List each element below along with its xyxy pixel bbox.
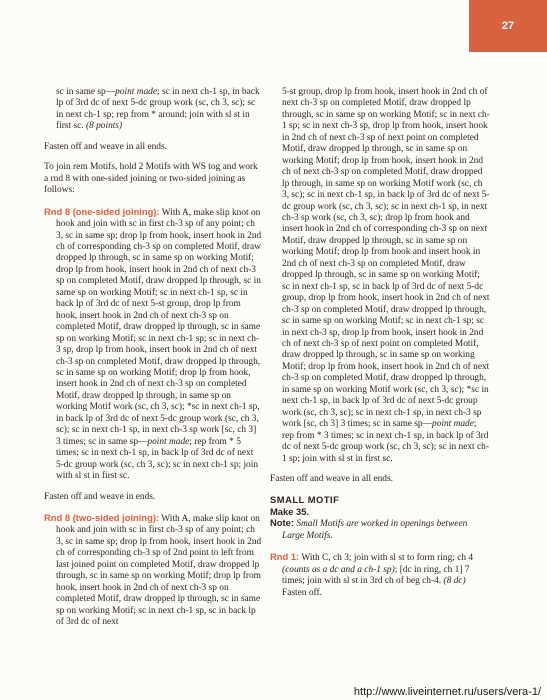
- page-number: 27: [501, 20, 515, 32]
- note: Note: Small Motifs are worked in openings between Large Motifs.: [270, 517, 468, 541]
- section-heading: SMALL MOTIF: [270, 494, 340, 506]
- make-count: Make 35.: [270, 505, 310, 517]
- watermark-url: http://www.liveinternet.ru/users/vera-1/: [353, 686, 541, 698]
- fasten-off-note: Fasten off and weave in all ends.: [270, 473, 393, 484]
- fasten-off-note: Fasten off and weave in ends.: [44, 491, 156, 502]
- page-number-tab: [469, 0, 547, 52]
- fasten-off-note: Fasten off and weave in all ends.: [44, 141, 167, 152]
- continued-paragraph: sc in same sp—point made; sc in next ch-1 sp, in back lp of 3rd dc of next 5-dc group work (sc, ch 3, sc); sc in next ch-1 sp; rep from * around; join with sl st in first sc. (8 points): [56, 87, 260, 132]
- rnd1: Rnd 1: With C, ch 3; join with sl st to form ring; ch 4 (counts as a dc and a ch-1 sp); [dc in ring, ch 1] 7 times; join with sl st in 3rd ch of beg ch-4. (8 dc) Fasten off.: [270, 551, 474, 598]
- right-column: [270, 87, 490, 599]
- left-column: [44, 87, 262, 628]
- rnd8-one-sided: Rnd 8 (one-sided joining): With A, make slip knot on hook and join with sc in first ch-3 sp of any point; ch 3, sc in same sp; drop lp from hook, insert hook in 2nd ch of corresponding ch-3 sp on completed Motif, draw dropped lp through, sc in same sp on working Motif; drop lp from hook, insert hook in 2nd ch of next ch-3 sp on completed Motif, draw dropped lp through, sc in same sp on working Motif; sc in next ch-1 sp, sc in back lp of 3rd dc of next 5-st group, drop lp from hook, insert hook in 2nd ch of next ch-3 sp on completed Motif, draw dropped lp through, sc in same sp on working Motif; sc in next ch-1 sp; sc in next ch-3 sp, drop lp from hook, insert hook in 2nd ch of next ch-3 sp on completed Motif, draw dropped lp through, sc in same sp on working Motif; drop lp from hook, insert hook in 2nd ch of next ch-3 sp on completed Motif, draw dropped lp through, in same sp on working Motif work (sc, ch 3, sc); *sc in next ch-1 sp, in back lp of 3rd dc of next 5-dc group work (sc, ch 3, sc); sc in next ch-1 sp, in next ch-3 sp work [sc, ch 3] 3 times; sc in same sp—point made; rep from * 5 times; sc in next ch-1 sp, in back lp of 3rd dc of next 5-dc group work (sc, ch 3, sc); sc in next ch-1 sp; join with sl st in first sc.: [44, 205, 262, 482]
- rnd-label: Rnd 1:: [270, 551, 300, 563]
- rnd-label: Rnd 8 (one-sided joining):: [44, 205, 160, 217]
- rnd8-two-sided: Rnd 8 (two-sided joining): With A, make slip knot on hook and join with sc in first ch-3 sp of any point; ch 3, sc in same sp; drop lp from hook, insert hook in 2nd ch of corresponding ch-3 sp of 2nd point to left from last joined point on completed Motif, draw dropped lp through, sc in same sp on working Motif; drop lp from hook, insert hook in 2nd ch of next ch-3 sp on completed Motif, draw dropped lp through, sc in same sp on working Motif; sc in next ch-1 sp, sc in back lp of 3rd dc of next: [44, 511, 262, 628]
- join-intro: To join rem Motifs, hold 2 Motifs with WS tog and work a rnd 8 with one-sided joining or two-sided joining as follows:: [44, 162, 258, 196]
- rnd-label: Rnd 8 (two-sided joining):: [44, 511, 160, 523]
- continued-paragraph: 5-st group, drop lp from hook, insert hook in 2nd ch of next ch-3 sp on completed Motif, draw dropped lp through, sc in same sp on working Motif; sc in next ch-1 sp; sc in next ch-3 sp, drop lp from hook, insert hook in 2nd ch of next ch-3 sp of next point on completed Motif, draw dropped lp through, sc in same sp on working Motif; drop lp from hook, insert hook in 2nd ch of next ch-3 sp on completed Motif, draw dropped lp through, in same sp on working Motif work (sc, ch 3, sc); sc in next ch-1 sp, in back lp of 3rd dc of next 5-dc group work (sc, ch 3, sc); sc in next ch-1 sp, in next ch-3 sp work (sc, ch 3, sc); drop lp from hook and insert hook in 2nd ch of corresponding ch-3 sp on next Motif, draw dropped lp through, sc in same sp on working Motif; drop lp from hook and insert hook in 2nd ch of next ch-3 sp on completed Motif, draw dropped lp through, sc in same sp on working Motif; sc in next ch-1 sp, sc in back lp of 3rd dc of next 5-dc group, drop lp from hook, insert hook in 2nd ch of next ch-3 sp on completed Motif, draw dropped lp through, sc in same sp on working Motif; sc in next ch-1 sp; sc in next ch-3 sp, drop lp from hook, insert hook in 2nd ch of next ch-3 sp of next point on completed Motif, draw dropped lp through, sc in same sp on working Motif; drop lp from hook, insert hook in 2nd ch of next ch-3 sp on completed Motif, draw dropped lp through, in same sp on working Motif work (sc, ch 3, sc); *sc in next ch-1 sp, in back lp of 3rd dc of next 5-dc group work (sc, ch 3, sc); sc in next ch-1 sp, in next ch-3 sp work [sc, ch 3] 3 times; sc in same sp—point made; rep from * 3 times; sc in next ch-1 sp, in back lp of 3rd dc of next 5-dc group work (sc, ch 3, sc); sc in next ch-1 sp; join with sl st in first sc.: [282, 87, 490, 464]
